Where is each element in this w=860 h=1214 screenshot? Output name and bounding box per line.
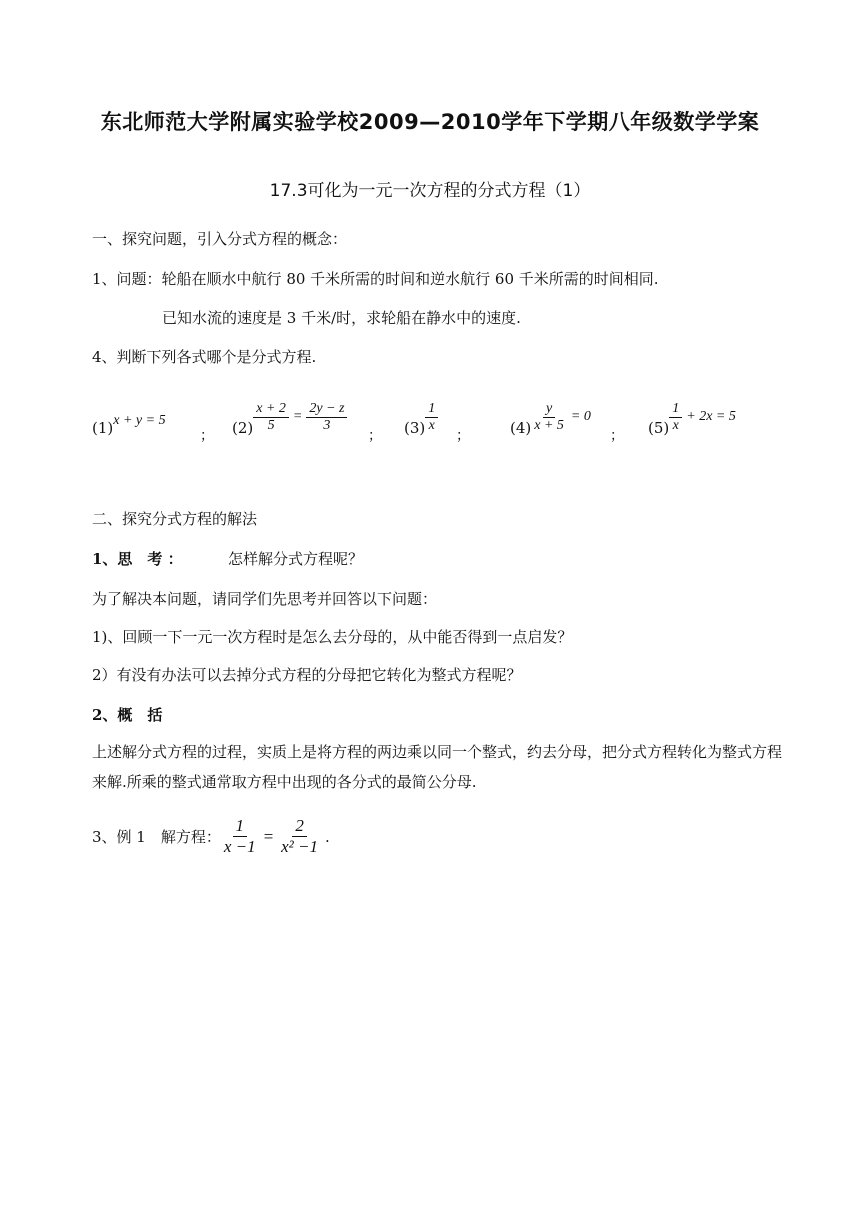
equation-4-fraction xyxy=(531,401,567,434)
sub-question-2: 2）有没有办法可以去掉分式方程的分母把它转化为整式方程呢？ xyxy=(92,666,522,684)
equals-sign: = xyxy=(292,409,303,424)
equation-3 xyxy=(404,392,438,442)
question-1-continued: 已知水流的速度是 3 千米/时，求轮船在静水中的速度. xyxy=(162,309,521,327)
summary-label: 2、概 括 xyxy=(92,706,163,724)
lesson-subtitle: 17.3可化为一元一次方程的分式方程（1） xyxy=(269,181,591,201)
fraction-numerator: 1 xyxy=(669,401,682,418)
fraction-numerator: 1 xyxy=(425,401,438,418)
equation-5-label: (5) xyxy=(648,419,670,437)
fraction-numerator: 1 xyxy=(233,816,248,837)
equation-5 xyxy=(648,392,736,442)
fraction-numerator: 2 xyxy=(292,816,307,837)
fraction-numerator: x + 2 xyxy=(253,401,289,418)
example-left-fraction xyxy=(221,816,259,857)
equation-2-left-fraction xyxy=(253,401,289,434)
think-label: 1、思 考 ： xyxy=(92,550,183,568)
fraction-denominator: 5 xyxy=(267,417,275,433)
equation-5-fraction xyxy=(669,401,682,434)
example-period: . xyxy=(325,827,330,846)
separator: ； xyxy=(368,428,382,444)
page-title: 东北师范大学附属实验学校2009—2010学年下学期八年级数学学案 xyxy=(100,110,760,134)
equation-3-fraction xyxy=(425,401,438,434)
equation-4-label: (4) xyxy=(510,419,532,437)
separator: ； xyxy=(200,428,214,444)
equation-1-label: (1) xyxy=(92,419,114,437)
equation-4 xyxy=(510,392,591,442)
fraction-denominator: x −1 xyxy=(223,837,256,856)
sub-question-1: 1)、回顾一下一元一次方程时是怎么去分母的，从中能否得到一点启发？ xyxy=(92,628,573,646)
intro-text: 为了解决本问题，请同学们先思考并回答以下问题： xyxy=(92,590,438,608)
equals-sign: = xyxy=(262,826,275,846)
section1-heading: 一、探究问题，引入分式方程的概念： xyxy=(92,230,348,248)
separator: ； xyxy=(610,428,624,444)
section2-heading: 二、探究分式方程的解法 xyxy=(92,510,258,528)
equation-1 xyxy=(92,392,166,442)
question-4: 4、判断下列各式哪个是分式方程. xyxy=(92,348,317,366)
fraction-denominator: x + 5 xyxy=(534,417,564,433)
equation-5-rest: + 2x = 5 xyxy=(686,409,736,424)
example-right-fraction xyxy=(278,816,321,857)
fraction-denominator: x xyxy=(428,417,435,433)
equation-2-right-fraction xyxy=(306,401,347,434)
example-1 xyxy=(92,816,330,857)
separator: ； xyxy=(456,428,470,444)
equation-2 xyxy=(232,392,347,442)
equation-2-label: (2) xyxy=(232,419,254,437)
fraction-denominator: x² −1 xyxy=(281,837,318,856)
example-label: 3、例 1 解方程： xyxy=(92,828,221,846)
summary-paragraph: 上述解分式方程的过程，实质上是将方程的两边乘以同一个整式，约去分母，把分式方程转化为整式方程来解.所乘的整式通常取方程中出现的各分式的最简公分母. xyxy=(92,743,783,791)
fraction-denominator: 3 xyxy=(323,417,331,433)
equation-4-rest: = 0 xyxy=(570,409,591,424)
fraction-numerator: y xyxy=(543,401,555,418)
fraction-numerator: 2y − z xyxy=(306,401,347,418)
equation-3-label: (3) xyxy=(404,419,426,437)
think-text: 怎样解分式方程呢？ xyxy=(228,550,364,568)
equation-1-expr: x + y = 5 xyxy=(113,413,166,428)
question-1: 1、问题：轮船在顺水中航行 80 千米所需的时间和逆水航行 60 千米所需的时间相同. xyxy=(92,270,659,288)
fraction-denominator: x xyxy=(672,417,679,433)
